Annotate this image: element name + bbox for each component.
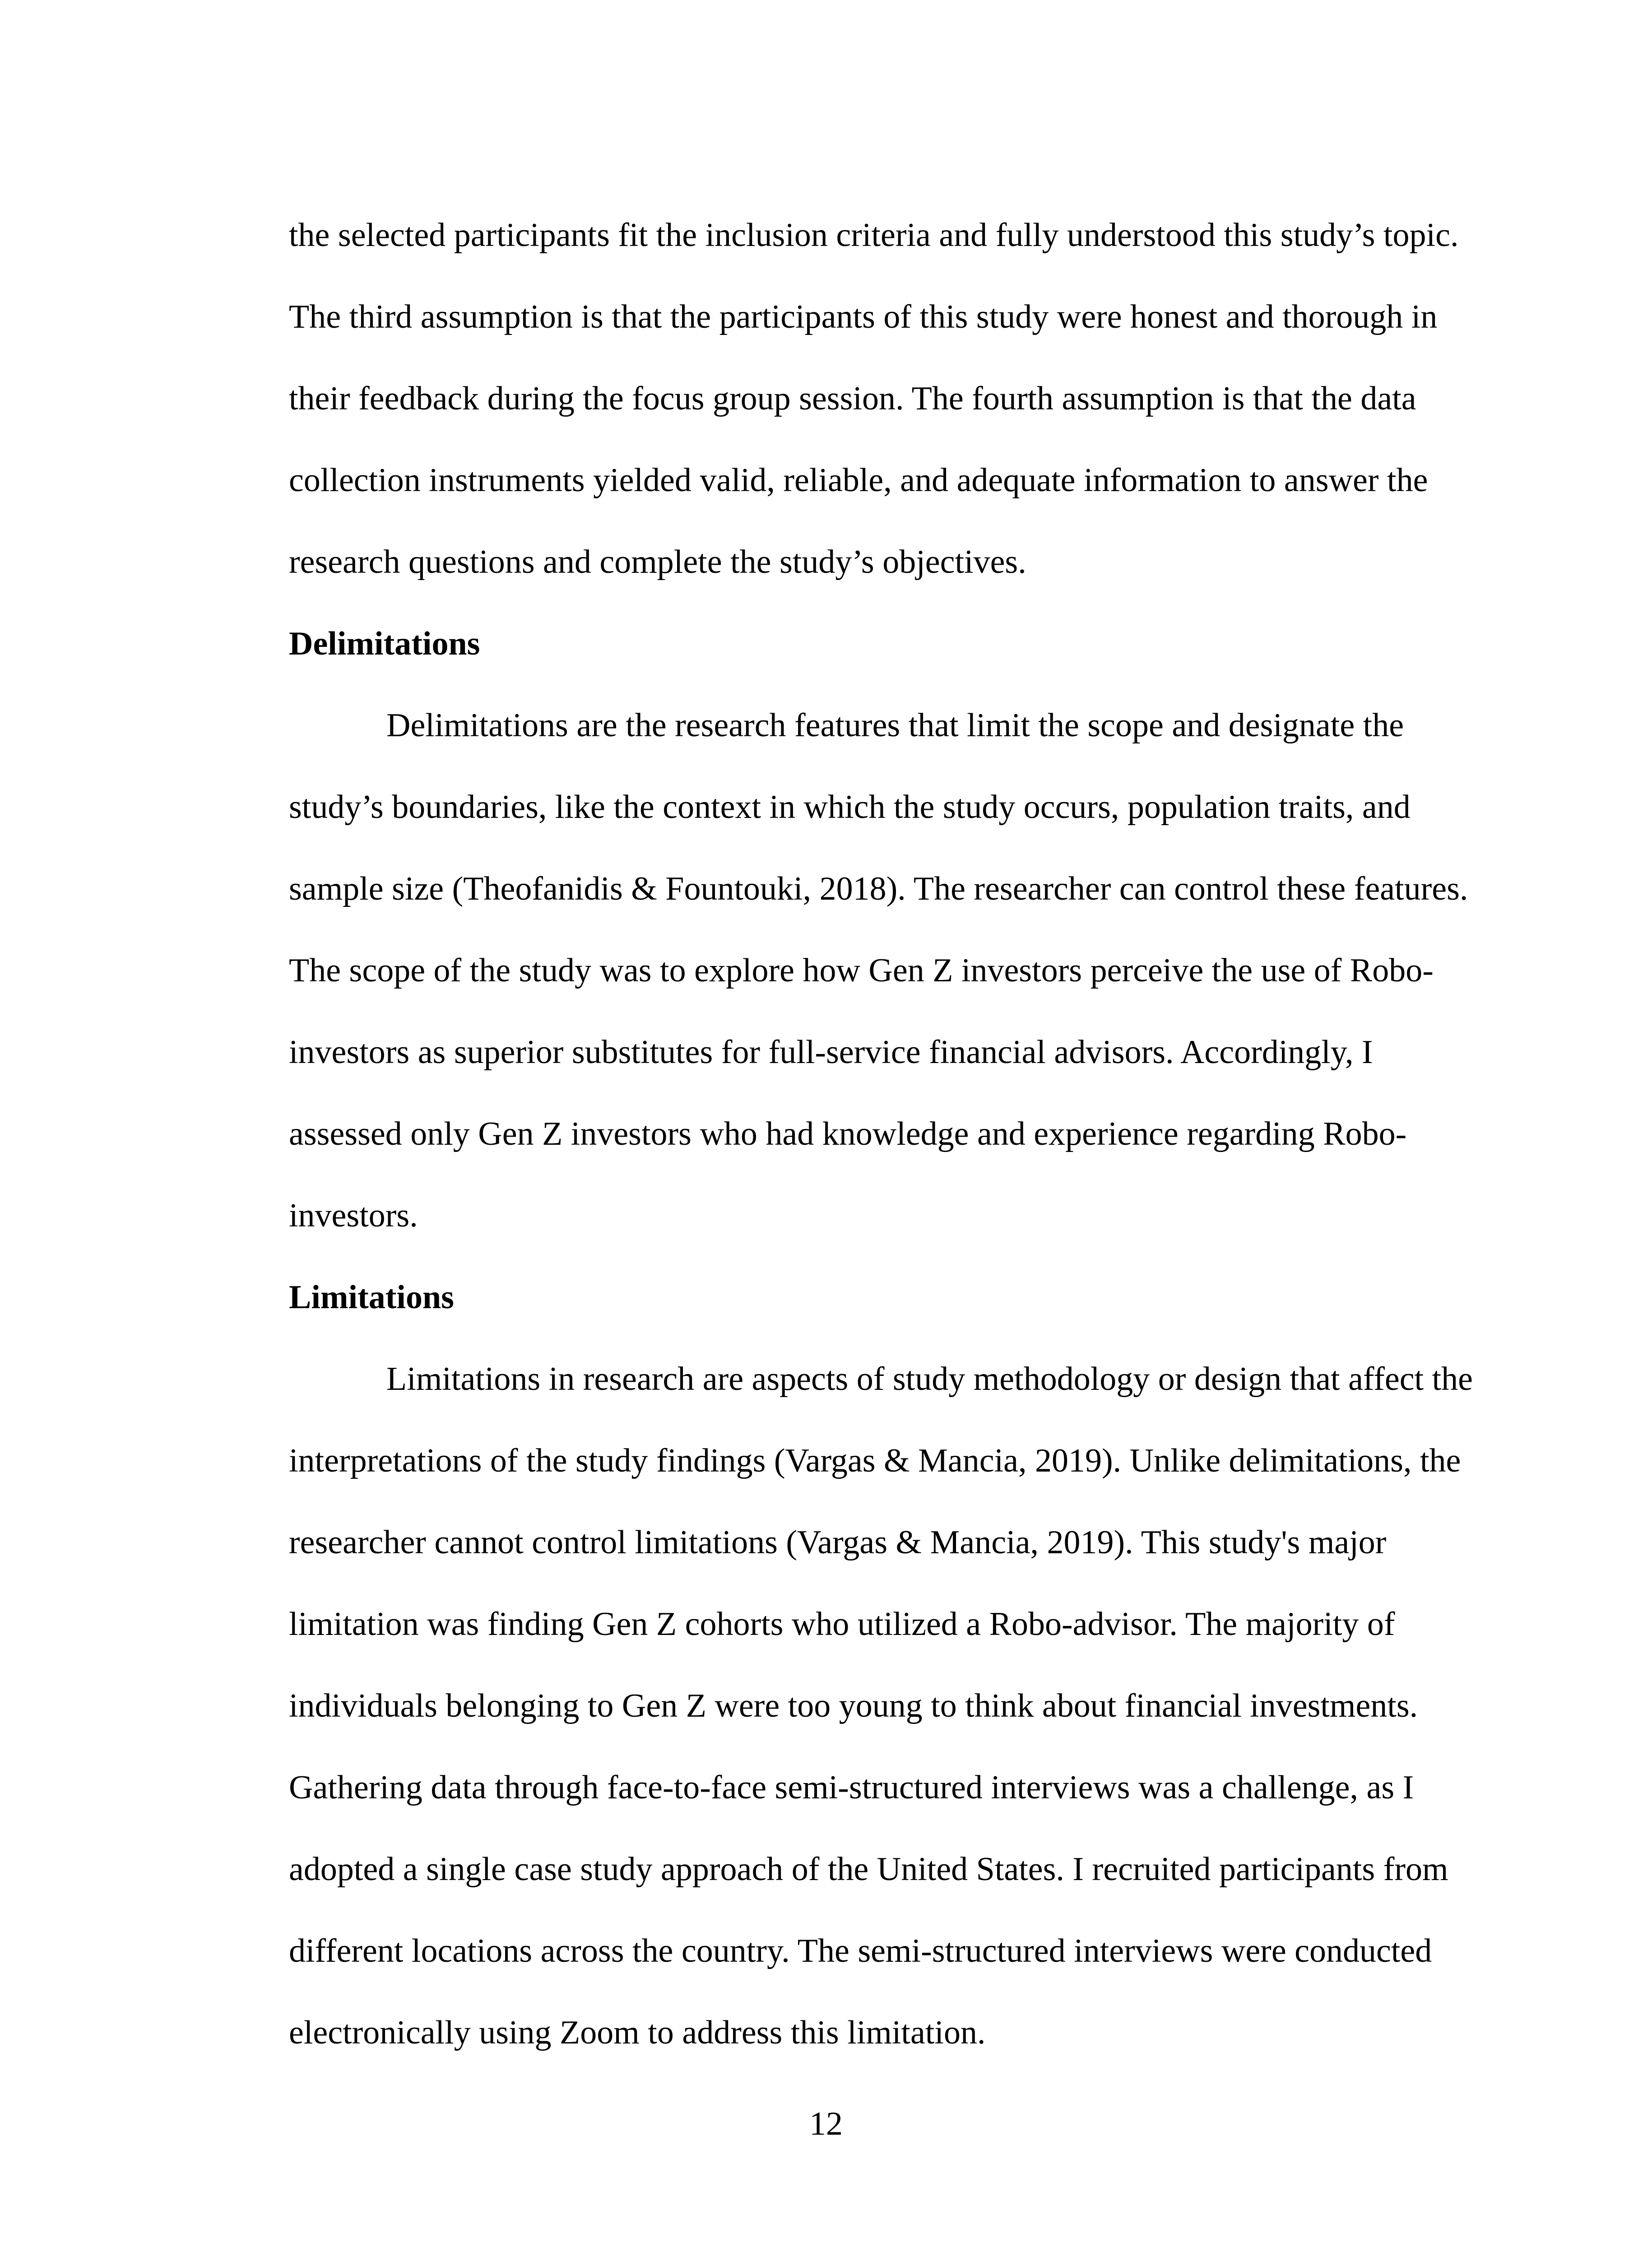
paragraph-line: research questions and complete the study’s objectives. bbox=[289, 543, 1026, 581]
paragraph-line: Delimitations are the research features that limit the scope and designate the bbox=[386, 707, 1404, 744]
paragraph-line: assessed only Gen Z investors who had knowledge and experience regarding Robo- bbox=[289, 1115, 1407, 1152]
page-number: 12 bbox=[809, 2105, 843, 2142]
paragraph-line: their feedback during the focus group session. The fourth assumption is that the data bbox=[289, 380, 1416, 417]
paragraph-line: study’s boundaries, like the context in which the study occurs, population traits, and bbox=[289, 789, 1411, 826]
paragraph-line: collection instruments yielded valid, reliable, and adequate information to answer the bbox=[289, 462, 1428, 499]
section-heading: Limitations bbox=[289, 1279, 454, 1316]
section-heading: Delimitations bbox=[289, 625, 480, 662]
paragraph-line: The third assumption is that the participants of this study were honest and thorough in bbox=[289, 298, 1438, 335]
paragraph-line: Gathering data through face-to-face semi-structured interviews was a challenge, as I bbox=[289, 1769, 1414, 1806]
paragraph-line: adopted a single case study approach of the United States. I recruited participants from bbox=[289, 1851, 1448, 1888]
paragraph-line: the selected participants fit the inclusion criteria and fully understood this study’s topic. bbox=[289, 217, 1459, 254]
paragraph-line: The scope of the study was to explore how Gen Z investors perceive the use of Robo- bbox=[289, 952, 1434, 989]
paragraph-line: interpretations of the study findings (Vargas & Mancia, 2019). Unlike delimitations, the bbox=[289, 1442, 1461, 1479]
paragraph-line: researcher cannot control limitations (Vargas & Mancia, 2019). This study's major bbox=[289, 1524, 1387, 1561]
paragraph-line: investors. bbox=[289, 1197, 418, 1234]
paragraph-line: sample size (Theofanidis & Fountouki, 2018). The researcher can control these features. bbox=[289, 870, 1468, 907]
paragraph-line: investors as superior substitutes for full-service financial advisors. Accordingly, I bbox=[289, 1034, 1373, 1071]
paragraph-line: individuals belonging to Gen Z were too young to think about financial investments. bbox=[289, 1687, 1418, 1724]
paragraph-line: limitation was finding Gen Z cohorts who utilized a Robo-advisor. The majority of bbox=[289, 1606, 1395, 1643]
paragraph-line: different locations across the country. The semi-structured interviews were conducted bbox=[289, 1932, 1432, 1969]
paragraph-line: electronically using Zoom to address this limitation. bbox=[289, 2014, 986, 2051]
paragraph-line: Limitations in research are aspects of study methodology or design that affect the bbox=[386, 1361, 1473, 1398]
